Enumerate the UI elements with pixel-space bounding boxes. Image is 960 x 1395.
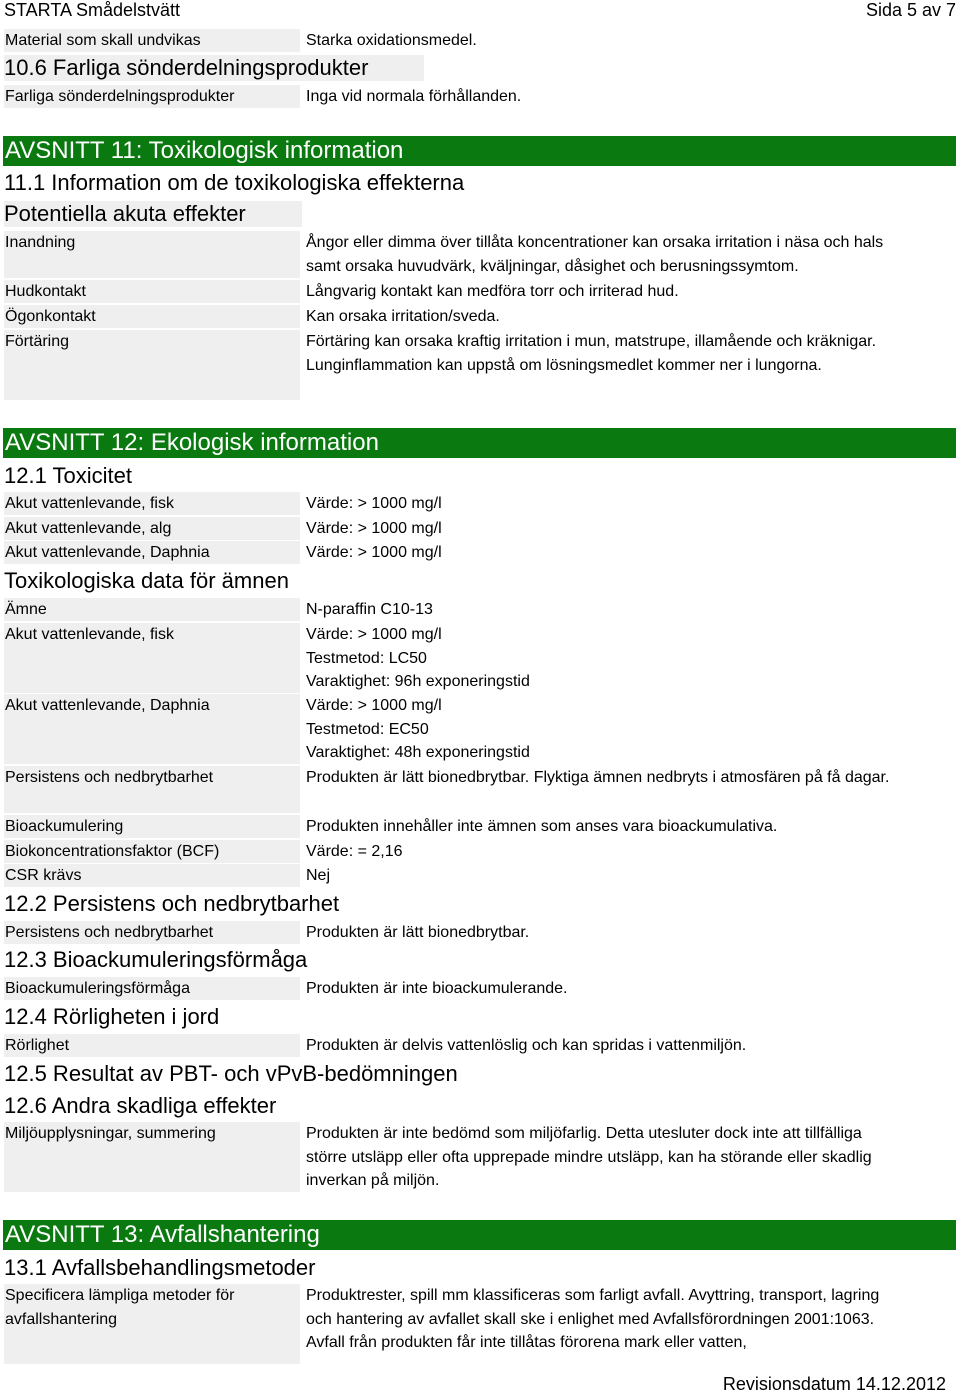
document-title: STARTA Smådelstvätt	[4, 0, 181, 20]
heading-10-6: 10.6 Farliga sönderdelningsprodukter	[4, 55, 424, 81]
tox-alg-label: Akut vattenlevande, alg	[4, 517, 300, 540]
decomp-value: Inga vid normala förhållanden.	[306, 88, 522, 105]
heading-12-3: 12.3 Bioackumuleringsförmåga	[4, 947, 308, 972]
bioaccumulation-value: Produkten innehåller inte ämnen som anses vara bioackumulativa.	[306, 818, 778, 835]
heading-12-1: 12.1 Toxicitet	[4, 463, 133, 488]
avoid-value: Starka oxidationsmedel.	[306, 32, 477, 49]
mobility-value: Produkten är delvis vattenlöslig och kan spridas i vattenmiljön.	[306, 1037, 747, 1054]
subst-fisk-label: Akut vattenlevande, fisk	[4, 623, 300, 693]
subst-daphnia-value: Värde: > 1000 mg/l Testmetod: EC50 Varaktighet: 48h exponeringstid	[306, 697, 530, 761]
section-12-bar: AVSNITT 12: Ekologisk information	[3, 428, 956, 458]
persistence-value: Produkten är lätt bionedbrytbar. Flyktiga ämnen nedbryts i atmosfären på få dagar.	[306, 769, 890, 786]
heading-11-1: 11.1 Information om de toxikologiska effekterna	[4, 170, 465, 195]
tox-fisk-value: Värde: > 1000 mg/l	[306, 495, 442, 512]
persistence2-value: Produkten är lätt bionedbrytbar.	[306, 924, 530, 941]
eye-label: Ögonkontakt	[4, 305, 300, 328]
disposal-label: Specificera lämpliga metoder för avfallshantering	[4, 1284, 300, 1364]
csr-label: CSR krävs	[4, 864, 300, 887]
section-11-bar: AVSNITT 11: Toxikologisk information	[3, 136, 956, 166]
ingestion-value: Förtäring kan orsaka kraftig irritation i mun, matstrupe, illamående och kräknigar. Lunginflammation kan uppstå om lösningsmedlet kommer ner i lungorna.	[306, 333, 877, 374]
heading-12-2: 12.2 Persistens och nedbrytbarhet	[4, 891, 340, 916]
environment-value: Produkten är inte bedömd som miljöfarlig. Detta utesluter dock inte att tillfälliga större utsläpp eller ofta upprepade mindre utsläpp, kan ha störande eller skadlig inverkan på miljön.	[306, 1125, 872, 1189]
bioacc-capacity-label: Bioackumuleringsförmåga	[4, 977, 300, 1000]
page-number: Sida 5 av 7	[865, 0, 956, 20]
heading-12-4: 12.4 Rörligheten i jord	[4, 1004, 220, 1029]
environment-label: Miljöupplysningar, summering	[4, 1122, 300, 1192]
subst-daphnia-label: Akut vattenlevande, Daphnia	[4, 694, 300, 764]
substance-value: N-paraffin C10-13	[306, 601, 433, 618]
tox-daphnia-label: Akut vattenlevande, Daphnia	[4, 541, 300, 564]
section-13-bar: AVSNITT 13: Avfallshantering	[3, 1220, 956, 1250]
avoid-label: Material som skall undvikas	[4, 29, 300, 52]
disposal-value: Produktrester, spill mm klassificeras som farligt avfall. Avyttring, transport, lagring och hantering av avfallet skall ske i enlighet med Avfallsförordningen 2001:1063. Avfall från produkten får inte tillåtas förorena mark eller vatten,	[306, 1287, 880, 1351]
csr-value: Nej	[306, 867, 331, 884]
acute-effects-heading: Potentiella akuta effekter	[4, 201, 302, 227]
tox-alg-value: Värde: > 1000 mg/l	[306, 520, 442, 537]
mobility-label: Rörlighet	[4, 1034, 300, 1057]
skin-label: Hudkontakt	[4, 280, 300, 303]
page-header	[0, 0, 960, 22]
heading-13-1: 13.1 Avfallsbehandlingsmetoder	[4, 1255, 316, 1280]
persistence-label: Persistens och nedbrytbarhet	[4, 766, 300, 813]
inhalation-value: Ångor eller dimma över tillåta koncentrationer kan orsaka irritation i näsa och hals samt orsaka huvudvärk, kväljningar, dåsighet och berusningssymtom.	[306, 234, 884, 275]
inhalation-label: Inandning	[4, 231, 300, 278]
skin-value: Långvarig kontakt kan medföra torr och irriterad hud.	[306, 283, 679, 300]
ingestion-label: Förtäring	[4, 330, 300, 400]
bioaccumulation-label: Bioackumulering	[4, 815, 300, 838]
revision-date: Revisionsdatum 14.12.2012	[722, 1374, 946, 1394]
bioacc-capacity-value: Produkten är inte bioackumulerande.	[306, 980, 568, 997]
toxdata-heading: Toxikologiska data för ämnen	[4, 568, 289, 593]
heading-12-6: 12.6 Andra skadliga effekter	[4, 1093, 277, 1118]
persistence2-label: Persistens och nedbrytbarhet	[4, 921, 300, 944]
heading-12-5: 12.5 Resultat av PBT- och vPvB-bedömningen	[4, 1061, 458, 1086]
decomp-label: Farliga sönderdelningsprodukter	[4, 85, 300, 108]
bcf-label: Biokoncentrationsfaktor (BCF)	[4, 840, 300, 863]
subst-fisk-value: Värde: > 1000 mg/l Testmetod: LC50 Varaktighet: 96h exponeringstid	[306, 626, 530, 690]
tox-fisk-label: Akut vattenlevande, fisk	[4, 492, 300, 515]
tox-daphnia-value: Värde: > 1000 mg/l	[306, 544, 442, 561]
eye-value: Kan orsaka irritation/sveda.	[306, 308, 500, 325]
bcf-value: Värde: = 2,16	[306, 843, 403, 860]
substance-label: Ämne	[4, 598, 300, 621]
